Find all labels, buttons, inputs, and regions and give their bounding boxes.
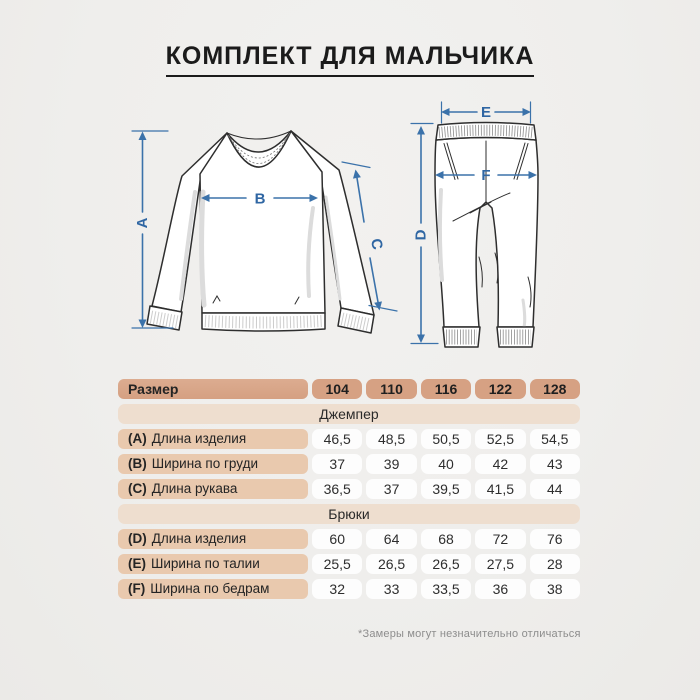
pants-waist-letter: E xyxy=(480,104,492,121)
value-cell: 68 xyxy=(421,529,471,549)
pants-length-arrow xyxy=(411,124,438,344)
value-cell: 25,5 xyxy=(312,554,362,574)
section-row-pants: Брюки xyxy=(118,504,580,524)
value-cell: 40 xyxy=(421,454,471,474)
row-label-e xyxy=(118,554,308,574)
measure-label: Ширина по груди xyxy=(151,456,258,472)
measure-letter: (E) xyxy=(128,556,146,572)
value-cell: 26,5 xyxy=(421,554,471,574)
measure-letter: (B) xyxy=(128,456,147,472)
sweater-outline xyxy=(147,131,374,333)
page-title: КОМПЛЕКТ ДЛЯ МАЛЬЧИКА xyxy=(166,42,535,77)
value-cell: 64 xyxy=(366,529,416,549)
value-cell: 36,5 xyxy=(312,479,362,499)
value-cell: 54,5 xyxy=(530,429,580,449)
value-cell: 26,5 xyxy=(366,554,416,574)
size-header-cell: Размер xyxy=(118,379,308,399)
value-cell: 32 xyxy=(312,579,362,599)
section-row-jumper: Джемпер xyxy=(118,404,580,424)
pants-length-letter: D xyxy=(412,229,430,241)
pants-hips-letter: F xyxy=(481,167,491,184)
row-label-f xyxy=(118,579,308,599)
value-cell: 72 xyxy=(475,529,525,549)
value-cell: 33,5 xyxy=(421,579,471,599)
measure-label: Длина рукава xyxy=(151,481,238,497)
value-cell: 60 xyxy=(312,529,362,549)
measure-letter: (A) xyxy=(128,431,147,447)
measure-letter: (D) xyxy=(128,531,147,547)
row-label-b xyxy=(118,454,308,474)
value-cell: 38 xyxy=(530,579,580,599)
footnote: *Замеры могут незначительно отличаться xyxy=(358,628,581,640)
sweater-chest-letter: B xyxy=(254,190,266,208)
size-pill-122: 122 xyxy=(475,379,525,399)
value-cell: 37 xyxy=(366,479,416,499)
measure-label: Ширина по бедрам xyxy=(150,581,270,597)
pants-outline xyxy=(435,123,538,348)
row-label-d xyxy=(118,529,308,549)
value-cell: 39,5 xyxy=(421,479,471,499)
sweater-length-letter: A xyxy=(134,217,151,229)
value-cell: 36 xyxy=(475,579,525,599)
value-cell: 39 xyxy=(366,454,416,474)
pants-waist-arrow xyxy=(441,102,531,123)
size-pill-116: 116 xyxy=(421,379,471,399)
row-label-c xyxy=(118,479,308,499)
value-cell: 41,5 xyxy=(475,479,525,499)
measure-label: Длина изделия xyxy=(151,531,247,547)
value-cell: 28 xyxy=(530,554,580,574)
value-cell: 50,5 xyxy=(421,429,471,449)
value-cell: 42 xyxy=(475,454,525,474)
pants-technical-drawing xyxy=(395,95,583,367)
value-cell: 27,5 xyxy=(475,554,525,574)
measure-label: Ширина по талии xyxy=(151,556,260,572)
value-cell: 33 xyxy=(366,579,416,599)
value-cell: 43 xyxy=(530,454,580,474)
value-cell: 46,5 xyxy=(312,429,362,449)
measure-letter: (C) xyxy=(128,481,147,497)
value-cell: 48,5 xyxy=(366,429,416,449)
value-cell: 44 xyxy=(530,479,580,499)
value-cell: 37 xyxy=(312,454,362,474)
value-cell: 76 xyxy=(530,529,580,549)
measure-letter: (F) xyxy=(128,581,146,597)
size-pill-104: 104 xyxy=(312,379,362,399)
size-pill-128: 128 xyxy=(530,379,580,399)
size-table xyxy=(118,379,580,599)
sweater-sleeve-letter: C xyxy=(366,236,386,252)
sweater-technical-drawing xyxy=(120,100,402,366)
size-pill-110: 110 xyxy=(366,379,416,399)
title-wrap xyxy=(0,42,700,77)
value-cell: 52,5 xyxy=(475,429,525,449)
measure-label: Длина изделия xyxy=(151,431,247,447)
row-label-a xyxy=(118,429,308,449)
